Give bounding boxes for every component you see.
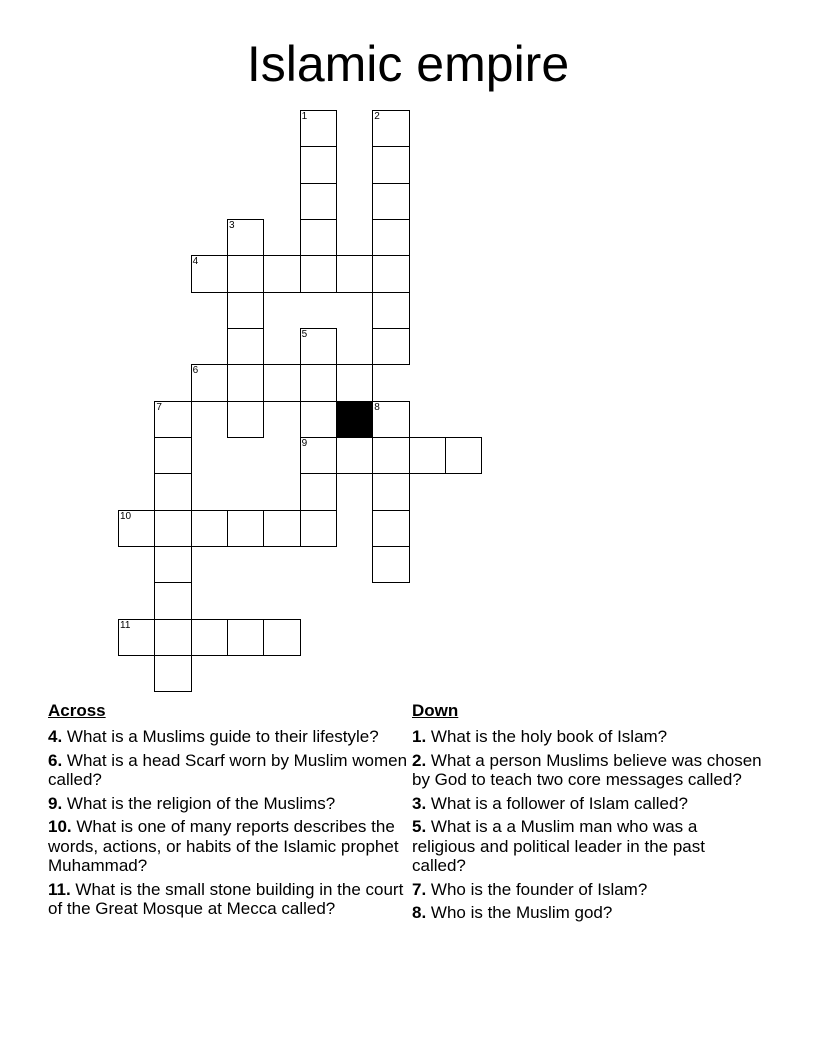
crossword-cell[interactable] (263, 510, 301, 548)
clue-number-label: 1. (412, 727, 427, 746)
crossword-cell[interactable] (154, 655, 192, 693)
crossword-cell[interactable] (409, 437, 447, 475)
crossword-cell[interactable] (372, 292, 410, 330)
across-clue-list (48, 727, 408, 919)
clue-number: 6 (192, 365, 199, 377)
across-clue (48, 751, 408, 790)
clue-number: 1 (301, 111, 308, 122)
crossword-cell[interactable] (372, 183, 410, 221)
crossword-cell[interactable] (263, 619, 301, 657)
clue-number-label: 11. (48, 879, 71, 899)
crossword-cell[interactable] (300, 255, 338, 293)
clue-number: 11 (120, 619, 131, 631)
clue-text: What is a follower of Islam called? (426, 793, 688, 813)
clue-text: What is the small stone building in the court of the Great Mosque at Mecca called? (48, 879, 404, 918)
crossword-cell[interactable] (300, 401, 338, 439)
clue-number: 4 (192, 256, 199, 268)
crossword-cell[interactable] (191, 255, 229, 293)
crossword-cell[interactable] (154, 401, 192, 439)
across-clue (48, 817, 408, 876)
crossword-cell[interactable] (372, 401, 410, 439)
crossword-cell[interactable] (336, 437, 374, 475)
clue-number: 2 (374, 111, 380, 122)
crossword-cell[interactable] (372, 219, 410, 257)
crossword-cell[interactable] (445, 437, 483, 475)
clue-text: Who is the founder of Islam? (426, 879, 648, 899)
crossword-cell[interactable] (227, 328, 265, 366)
across-clue (48, 880, 408, 919)
down-clue-list (412, 727, 762, 923)
clue-number: 10 (120, 510, 132, 522)
crossword-cell[interactable] (154, 619, 192, 657)
crossword-cell[interactable] (372, 110, 410, 148)
down-clue (412, 727, 762, 747)
crossword-cell[interactable] (154, 510, 192, 548)
clue-number-label: 7. (412, 879, 427, 899)
crossword-cell[interactable] (154, 582, 192, 620)
crossword-cell[interactable] (154, 437, 192, 475)
down-heading: Down (412, 701, 459, 720)
crossword-cell[interactable] (263, 364, 301, 402)
down-clue (412, 880, 762, 900)
crossword-cell[interactable] (372, 255, 410, 293)
clue-text: What is a Muslims guide to their lifestyle? (62, 727, 379, 746)
clue-number-label: 4. (48, 727, 63, 746)
clue-number: 5 (301, 328, 308, 340)
crossword-cell[interactable] (118, 510, 156, 548)
clue-text: Who is the Muslim god? (426, 903, 613, 922)
crossword-cell[interactable] (336, 255, 374, 293)
clue-number: 3 (228, 219, 235, 231)
crossword-cell[interactable] (372, 473, 410, 511)
crossword-cell[interactable] (372, 146, 410, 184)
clue-number-label: 2. (412, 750, 427, 770)
crossword-cell[interactable] (300, 219, 338, 257)
crossword-cell[interactable] (191, 510, 229, 548)
crossword-cell[interactable] (154, 546, 192, 584)
clue-number-label: 9. (48, 793, 63, 813)
crossword-cell[interactable] (372, 328, 410, 366)
crossword-cell[interactable] (191, 619, 229, 657)
crossword-cell[interactable] (227, 364, 265, 402)
crossword-cell[interactable] (154, 473, 192, 511)
clue-number: 8 (374, 401, 380, 413)
crossword-cell[interactable] (300, 110, 338, 148)
crossword-cell[interactable] (300, 183, 338, 221)
across-heading: Across (48, 701, 106, 720)
clue-text: What is the religion of the Muslims? (62, 793, 336, 813)
across-clue (48, 794, 408, 814)
clue-number-label: 10. (48, 817, 72, 836)
black-square (336, 401, 374, 439)
crossword-cell[interactable] (372, 510, 410, 548)
clue-number-label: 8. (412, 903, 427, 922)
clue-text: What a person Muslims believe was chosen by God to teach two core messages called? (412, 750, 762, 789)
crossword-cell[interactable] (227, 255, 265, 293)
across-clue (48, 727, 408, 747)
across-clues (48, 700, 408, 923)
crossword-cell[interactable] (263, 255, 301, 293)
clue-number: 9 (301, 437, 308, 449)
down-clue (412, 794, 762, 814)
crossword-cell[interactable] (372, 437, 410, 475)
clue-number-label: 3. (412, 793, 427, 813)
crossword-cell[interactable] (300, 510, 338, 548)
crossword-cell[interactable] (300, 364, 338, 402)
clue-text: What is the holy book of Islam? (426, 727, 668, 746)
crossword-cell[interactable] (300, 146, 338, 184)
down-clue (412, 903, 762, 923)
crossword-cell[interactable] (372, 546, 410, 584)
down-clues (412, 700, 762, 927)
down-clue (412, 817, 762, 876)
clue-text: What is one of many reports describes the words, actions, or habits of the Islamic prophet Muhammad? (48, 817, 399, 875)
crossword-cell[interactable] (191, 364, 229, 402)
clue-number-label: 6. (48, 750, 63, 770)
clue-number: 7 (156, 401, 162, 413)
crossword-cell[interactable] (118, 619, 156, 657)
crossword-cell[interactable] (300, 328, 338, 366)
clue-number-label: 5. (412, 817, 427, 836)
crossword-cell[interactable] (300, 473, 338, 511)
crossword-cell[interactable] (227, 219, 265, 257)
down-clue (412, 751, 762, 790)
crossword-cell[interactable] (336, 364, 374, 402)
crossword-cell[interactable] (300, 437, 338, 475)
crossword-cell[interactable] (227, 619, 265, 657)
page-title: Islamic empire (246, 36, 570, 92)
crossword-cell[interactable] (227, 510, 265, 548)
crossword-cell[interactable] (227, 401, 265, 439)
clue-text: What is a head Scarf worn by Muslim women called? (48, 750, 408, 789)
clue-text: What is a a Muslim man who was a religious and political leader in the past called? (412, 817, 705, 875)
crossword-cell[interactable] (227, 292, 265, 330)
